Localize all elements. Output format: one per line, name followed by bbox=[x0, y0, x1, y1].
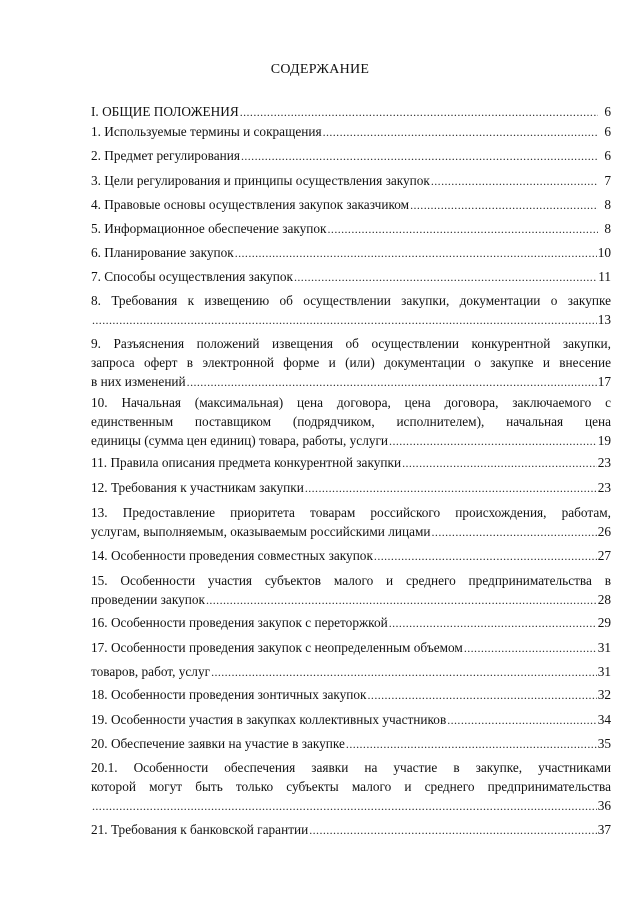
toc-entry-line bbox=[91, 590, 611, 609]
dot-leader bbox=[323, 123, 598, 142]
toc-entry-line bbox=[91, 453, 611, 472]
toc-entry[interactable] bbox=[91, 146, 611, 165]
toc-entry-title: I. ОБЩИЕ ПОЛОЖЕНИЯ bbox=[91, 104, 239, 119]
dot-leader bbox=[431, 172, 598, 191]
dot-leader bbox=[464, 639, 597, 658]
toc-entry-title: в них изменений bbox=[91, 374, 186, 389]
dot-leader bbox=[374, 547, 597, 566]
toc-entry[interactable] bbox=[91, 453, 611, 472]
toc-entry-title: 2. Предмет регулирования bbox=[91, 148, 240, 163]
toc-entry-line bbox=[91, 219, 611, 238]
toc-entry[interactable] bbox=[91, 613, 611, 632]
toc-entry-line bbox=[91, 685, 611, 704]
dot-leader bbox=[309, 821, 596, 840]
toc-entry[interactable] bbox=[91, 571, 611, 609]
toc-entry-title: 4. Правовые основы осуществления закупок заказчиком bbox=[91, 197, 410, 212]
toc-entry-line bbox=[91, 546, 611, 565]
toc-entry-title: единицы (сумма цен единиц) товара, работы, услуги bbox=[91, 433, 389, 448]
toc-entry[interactable] bbox=[91, 638, 611, 657]
dot-leader bbox=[206, 591, 597, 610]
toc-entry-title: 1. Используемые термины и сокращения bbox=[91, 124, 322, 139]
toc-entry-title: 7. Способы осуществления закупок bbox=[91, 269, 293, 284]
toc-entry-line bbox=[91, 102, 611, 121]
toc-entry[interactable] bbox=[91, 758, 611, 815]
dot-leader bbox=[211, 663, 597, 682]
toc-entry-line bbox=[91, 372, 611, 391]
toc-entry-title: 18. Особенности проведения зонтичных закупок bbox=[91, 687, 367, 702]
toc-entry-title: 3. Цели регулирования и принципы осуществления закупок bbox=[91, 173, 430, 188]
toc-entry-line bbox=[91, 820, 611, 839]
toc-page-number: 35 bbox=[597, 736, 611, 751]
dot-leader bbox=[389, 432, 597, 451]
toc-entry[interactable] bbox=[91, 820, 611, 839]
dot-leader bbox=[235, 244, 597, 263]
toc-entry-line bbox=[91, 146, 611, 165]
toc-entry-title: товаров, работ, услуг bbox=[91, 664, 211, 679]
toc-entry[interactable] bbox=[91, 267, 611, 286]
toc-entry-title: проведении закупок bbox=[91, 592, 205, 607]
toc-page-number: 11 bbox=[598, 269, 611, 284]
toc-entry[interactable] bbox=[91, 546, 611, 565]
toc-entry-title: 5. Информационное обеспечение закупок bbox=[91, 221, 327, 236]
toc-page-number: 8 bbox=[604, 197, 611, 212]
toc-page-number: 36 bbox=[597, 798, 611, 813]
dot-leader bbox=[402, 454, 597, 473]
toc-entry-title: 11. Правила описания предмета конкурентной закупки bbox=[91, 455, 402, 470]
toc-page-number: 8 bbox=[604, 221, 611, 236]
toc-entry[interactable] bbox=[91, 393, 611, 450]
toc-page-number: 28 bbox=[597, 592, 611, 607]
dot-leader bbox=[240, 103, 598, 122]
toc-entry[interactable] bbox=[91, 122, 611, 141]
toc-page-number: 6 bbox=[604, 148, 611, 163]
toc-page-number: 10 bbox=[597, 245, 611, 260]
toc-page-number: 31 bbox=[597, 640, 611, 655]
toc-entry-title: 17. Особенности проведения закупок с неопределенным объемом bbox=[91, 640, 463, 655]
toc-page-number: 13 bbox=[597, 312, 611, 327]
toc-entry-text-line: 15. Особенности участия субъектов малого и среднего предпринимательства в bbox=[91, 573, 611, 588]
toc-entry-title: услугам, выполняемым, оказываемым российскими лицами bbox=[91, 524, 431, 539]
toc-page-number: 27 bbox=[597, 548, 611, 563]
toc-entry-line bbox=[91, 638, 611, 657]
toc-entry[interactable] bbox=[91, 685, 611, 704]
toc-entry-text-line: которой могут быть только субъекты малого и среднего предпринимательства bbox=[91, 779, 611, 794]
toc-page-number: 37 bbox=[597, 822, 611, 837]
toc-entry[interactable] bbox=[91, 734, 611, 753]
toc-page-number: 34 bbox=[597, 712, 611, 727]
dot-leader bbox=[92, 797, 597, 816]
toc-page-number: 32 bbox=[597, 687, 611, 702]
toc-entry-line bbox=[91, 195, 611, 214]
toc-entry-line bbox=[91, 310, 611, 329]
toc-entry-text-line: 8. Требования к извещению об осуществлении закупки, документации о закупке bbox=[91, 293, 611, 308]
toc-entry-line bbox=[91, 710, 611, 729]
dot-leader bbox=[410, 196, 598, 215]
toc-entry[interactable] bbox=[91, 195, 611, 214]
toc-entry[interactable] bbox=[91, 478, 611, 497]
dot-leader bbox=[187, 373, 597, 392]
toc-page-number: 26 bbox=[597, 524, 611, 539]
toc-entry-line bbox=[91, 267, 611, 286]
toc-page-number: 6 bbox=[604, 104, 611, 119]
toc-entry-text-line: единственным поставщиком (подрядчиком, исполнителем), начальная цена bbox=[91, 414, 611, 429]
toc-page-number: 7 bbox=[604, 173, 611, 188]
toc-page-number: 17 bbox=[597, 374, 611, 389]
toc-page-number: 19 bbox=[597, 433, 611, 448]
toc-entry-title: 21. Требования к банковской гарантии bbox=[91, 822, 309, 837]
toc-entry-line bbox=[91, 796, 611, 815]
toc-entry[interactable] bbox=[91, 334, 611, 391]
toc-entry-text-line: 20.1. Особенности обеспечения заявки на участие в закупке, участниками bbox=[91, 760, 611, 775]
toc-entry[interactable] bbox=[91, 503, 611, 541]
dot-leader bbox=[368, 686, 597, 705]
dot-leader bbox=[92, 311, 597, 330]
dot-leader bbox=[447, 711, 596, 730]
toc-entry-text-line: запроса оферт в электронной форме и (или) документации о закупке и внесение bbox=[91, 355, 611, 370]
toc-entry-line bbox=[91, 522, 611, 541]
dot-leader bbox=[389, 614, 597, 633]
toc-page-number: 6 bbox=[604, 124, 611, 139]
toc-entry[interactable] bbox=[91, 102, 611, 121]
dot-leader bbox=[432, 523, 597, 542]
toc-entry[interactable] bbox=[91, 291, 611, 329]
toc-entry[interactable] bbox=[91, 662, 611, 681]
toc-entry-line bbox=[91, 478, 611, 497]
toc-entry[interactable] bbox=[91, 710, 611, 729]
toc-page-number: 29 bbox=[597, 615, 611, 630]
toc-entry-title: 19. Особенности участия в закупках коллективных участников bbox=[91, 712, 447, 727]
toc-page-number: 23 bbox=[597, 480, 611, 495]
dot-leader bbox=[241, 147, 598, 166]
toc-entry-title: 6. Планирование закупок bbox=[91, 245, 234, 260]
toc-entry-line bbox=[91, 243, 611, 262]
toc-entry-title: 14. Особенности проведения совместных закупок bbox=[91, 548, 373, 563]
toc-entry-title: 12. Требования к участникам закупки bbox=[91, 480, 304, 495]
toc-entry-text-line: 10. Начальная (максимальная) цена договора, цена договора, заключаемого с bbox=[91, 395, 611, 410]
toc-entry-line bbox=[91, 431, 611, 450]
toc-entry[interactable] bbox=[91, 219, 611, 238]
toc-entry[interactable] bbox=[91, 171, 611, 190]
toc-entry-title: 20. Обеспечение заявки на участие в закупке bbox=[91, 736, 345, 751]
dot-leader bbox=[346, 735, 597, 754]
toc-entry-line bbox=[91, 122, 611, 141]
toc-entry-line bbox=[91, 734, 611, 753]
toc-page-number: 23 bbox=[597, 455, 611, 470]
dot-leader bbox=[294, 268, 597, 287]
toc-title: СОДЕРЖАНИЕ bbox=[270, 62, 370, 77]
toc-entry-line bbox=[91, 613, 611, 632]
dot-leader bbox=[328, 220, 598, 239]
toc-entry-line bbox=[91, 662, 611, 681]
toc-entry-title: 16. Особенности проведения закупок с переторжкой bbox=[91, 615, 388, 630]
toc-entry[interactable] bbox=[91, 243, 611, 262]
toc-entry-text-line: 13. Предоставление приоритета товарам российского происхождения, работам, bbox=[91, 505, 611, 520]
dot-leader bbox=[305, 479, 597, 498]
toc-entry-text-line: 9. Разъяснения положений извещения об осуществлении конкурентной закупки, bbox=[91, 336, 611, 351]
toc-page-number: 31 bbox=[597, 664, 611, 679]
toc-entry-line bbox=[91, 171, 611, 190]
